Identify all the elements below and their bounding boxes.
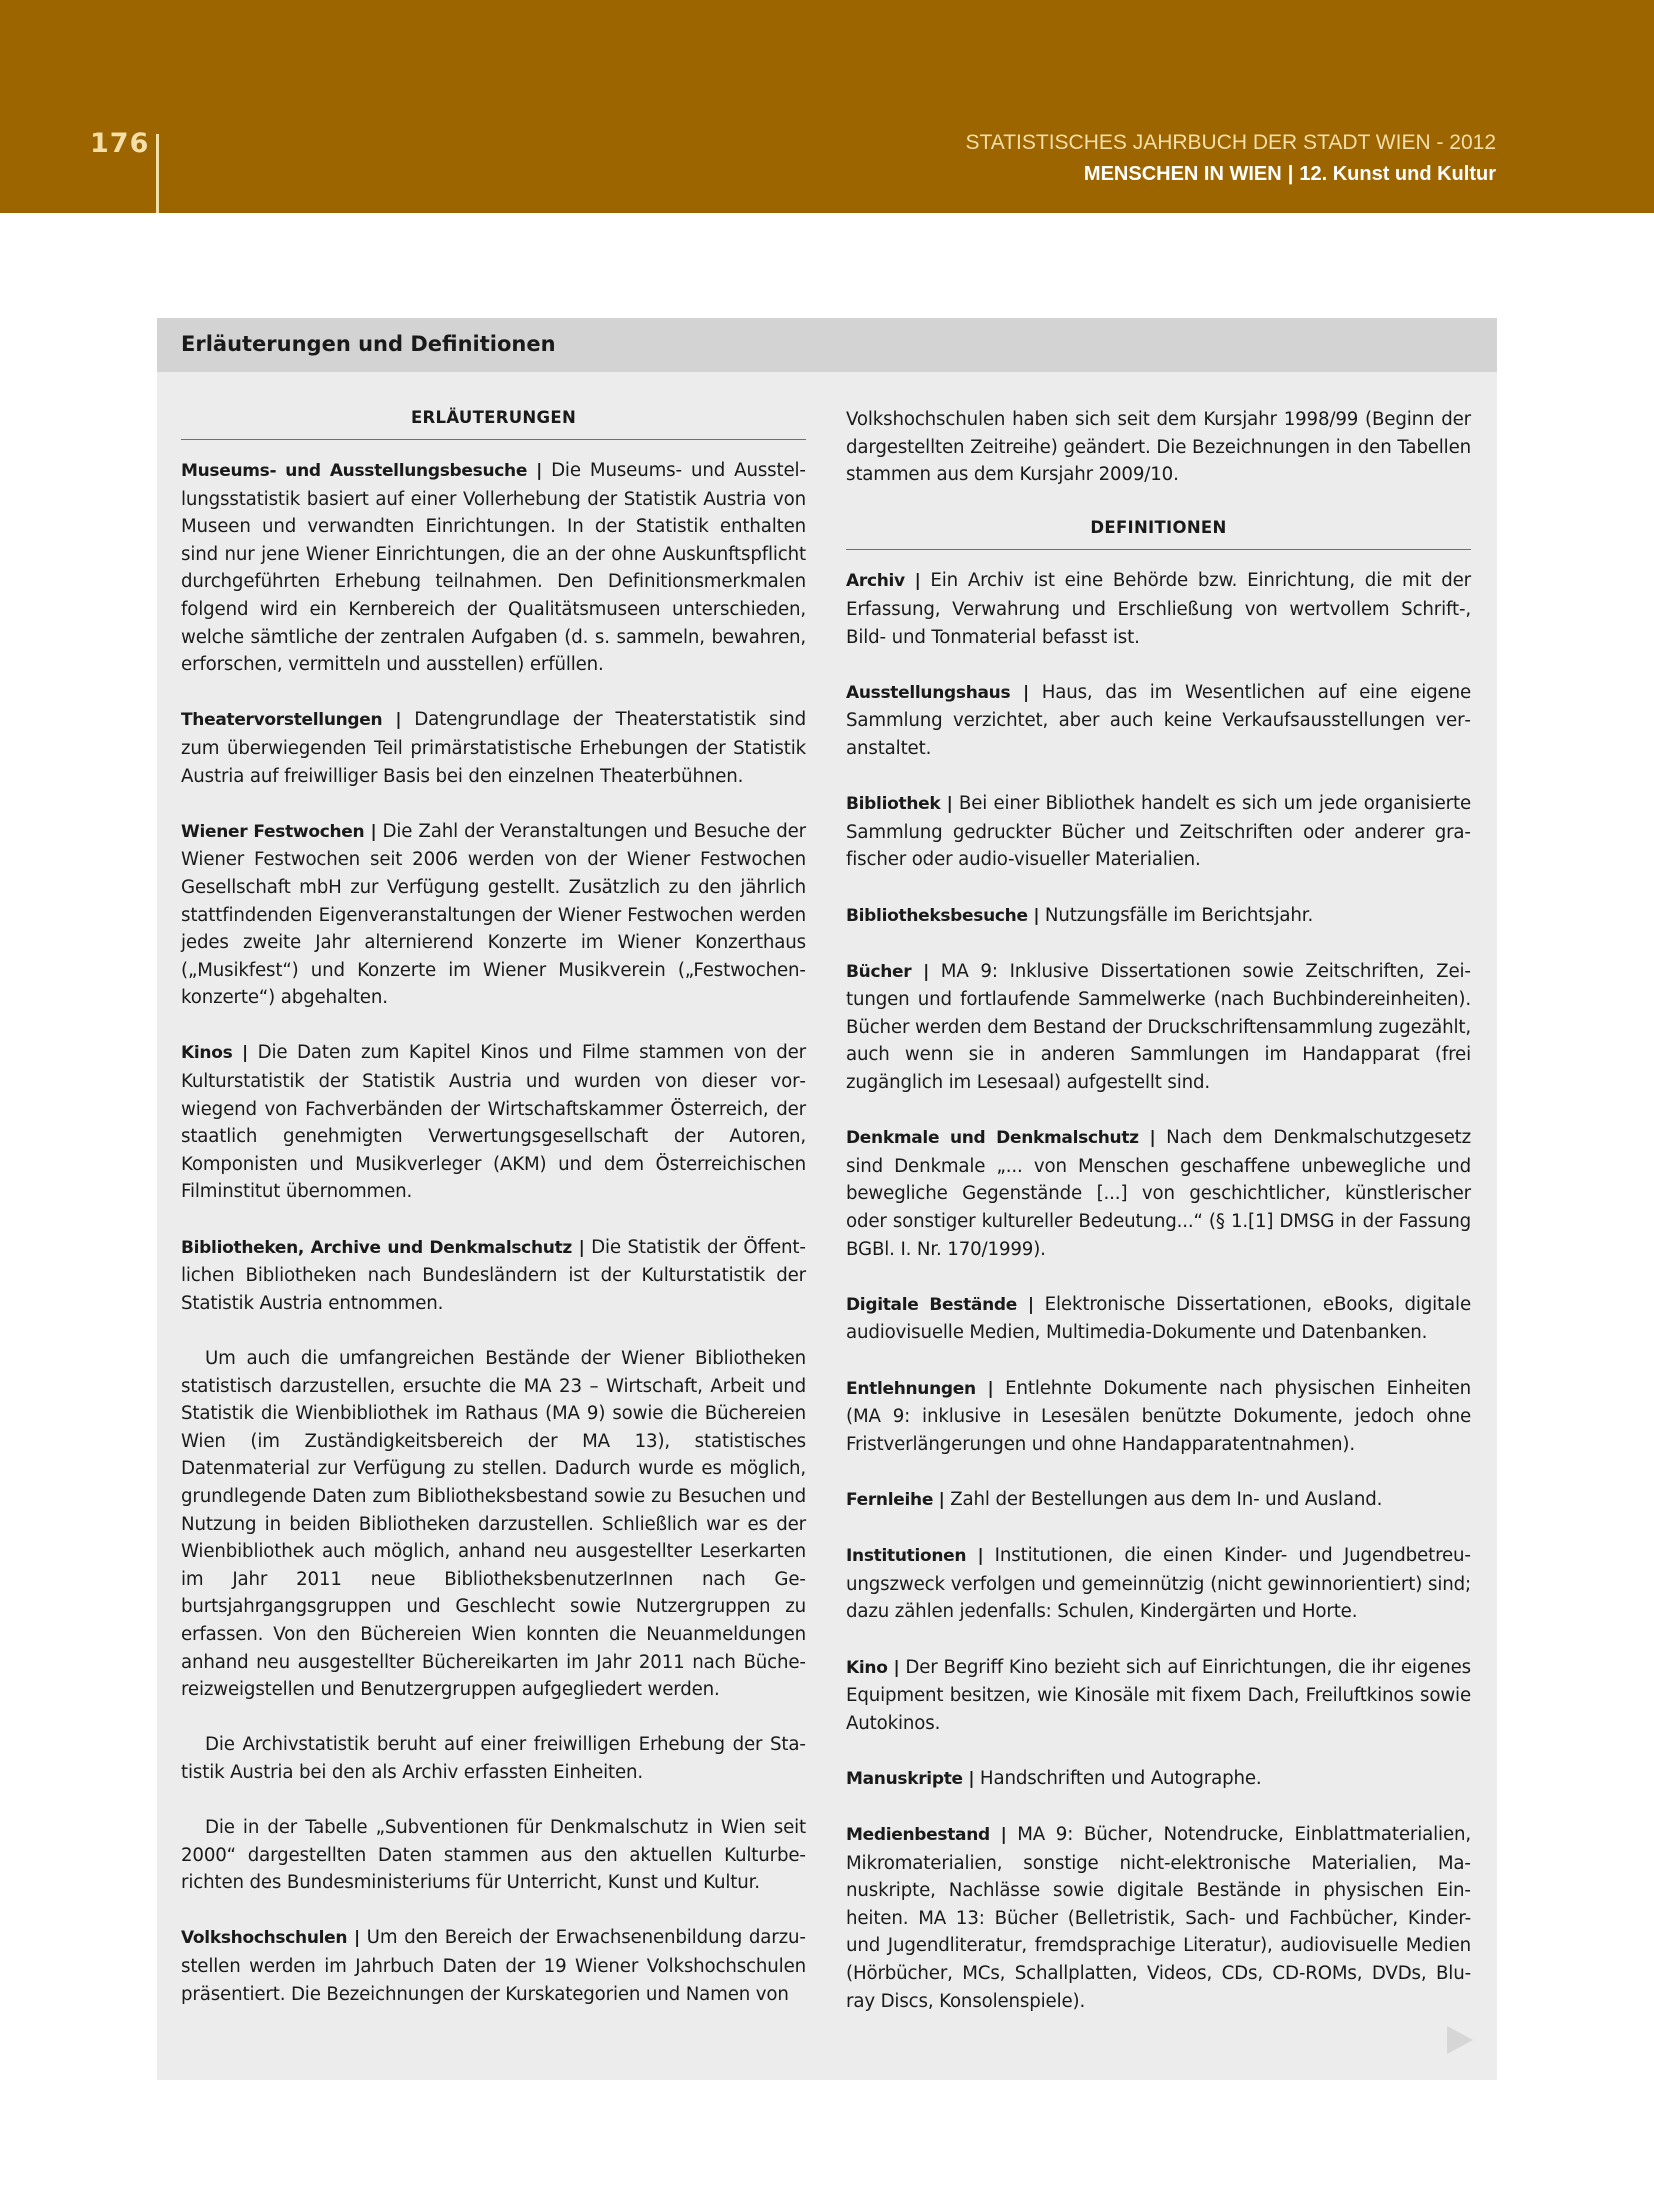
header-divider (156, 134, 159, 213)
definition-text: Bei einer Bibliothek handelt es sich um jede organisierte Sammlung gedruckter Bücher und Zeitschriften oder anderer grafischer oder audio-visueller Materialien. (846, 793, 1471, 871)
explanation-paragraph (181, 1234, 806, 1318)
paragraph-text: Um den Bereich der Erwachsenenbildung darzustellen werden im Jahrbuch Daten der 19 Wiener Volkshochschulen präsentiert. Die Bezeichnungen der Kurskategorien und Namen von (181, 1927, 806, 2005)
term-label: Bibliotheken, Archive und Denkmalschutz | (181, 1237, 585, 1258)
definition-entry (846, 1486, 1471, 1515)
explanations-column (181, 406, 806, 2036)
term-label: Bibliotheksbesuche | (846, 905, 1040, 926)
definition-text: Handschriften und Autographe. (974, 1767, 1262, 1789)
definition-entry (846, 1124, 1471, 1263)
paragraph-text: Die Zahl der Veranstaltungen und Besuche der Wiener Festwochen seit 2006 werden von der Wiener Festwochen Gesellschaft mbH zur Verfügung gestellt. Zusätzlich zu den jährlich stattfindenden Eigenveranstaltungen der Wiener Festwochen werden jedes zweite Jahr alternierend Konzerte im Wiener Konzerthaus („Musikfest“) und Konzerte im Wiener Musikverein („Festwochenkonzerte“) abgehalten. (181, 820, 806, 1009)
definition-entry (846, 1821, 1471, 2015)
explanation-paragraph (181, 706, 806, 790)
continuation-paragraph: Volkshochschulen haben sich seit dem Kursjahr 1998/99 (Beginn der dargestellten Zeitreihe) geändert. Die Bezeichnungen in den Tabellen stammen aus dem Kursjahr 2009/10. (846, 409, 1471, 486)
term-label: Manuskripte | (846, 1768, 975, 1789)
chapter-label: 12. Kunst und Kultur (1299, 163, 1496, 185)
yearbook-title: STATISTISCHES JAHRBUCH DER STADT WIEN - 2012 (965, 131, 1496, 154)
explanation-paragraph: Die in der Tabelle „Subventionen für Denkmalschutz in Wien seit 2000“ dargestellten Daten stammen aus den aktuellen Kulturberichten des Bundesministeriums für Unterricht, Kunst und Kultur. (181, 1817, 806, 1894)
definition-text: Haus, das im Wesentlichen auf eine eigene Sammlung verzichtet, aber auch keine Verkaufsausstellungen veranstaltet. (846, 681, 1472, 759)
paragraph-text: Die Museums- und Ausstellungsstatistik basiert auf einer Vollerhebung der Statistik Austria von Museen und verwandten Einrichtungen. In der Statistik enthalten sind nur jene Wiener Einrichtungen, die an der ohne Auskunftspflicht durchgeführten Erhebung teilnahmen. Den Definitionsmerkmalen folgend wird ein Kernbereich der Qualitätsmuseen unterschieden, welche sämtliche der zentralen Aufgaben (d. s. sammeln, bewahren, erforschen, vermitteln und ausstellen) erfüllen. (181, 460, 806, 676)
definitions-column (846, 406, 1471, 2043)
section-breadcrumb (1084, 163, 1496, 186)
section-label: MENSCHEN IN WIEN (1083, 163, 1282, 185)
term-label: Bücher | (846, 961, 930, 982)
definition-text: Der Begriff Kino bezieht sich auf Einrichtungen, die ihr eigenes Equipment besitzen, wie Kinosäle mit fixem Dach, Freiluftkinos sowie Autokinos. (846, 1656, 1471, 1734)
definition-entry (846, 1291, 1471, 1347)
term-label: Ausstellungshaus | (846, 682, 1029, 703)
term-label: Volkshochschulen | (181, 1928, 360, 1949)
explanation-paragraph: Die Archivstatistik beruht auf einer freiwilligen Erhebung der Statistik Austria bei den als Archiv erfassten Einheiten. (181, 1734, 806, 1783)
term-label: Kinos | (181, 1043, 248, 1064)
header-band (0, 0, 1654, 213)
definition-text: Institutionen, die einen Kinder- und Jugendbetreuungszweck verfolgen und gemeinnützig (nicht gewinnorientiert) sind; dazu zählen jedenfalls: Schulen, Kindergärten und Horte. (846, 1545, 1471, 1623)
explanation-paragraph (181, 818, 806, 1012)
term-label: Archiv | (846, 571, 921, 592)
term-label: Bibliothek | (846, 794, 953, 815)
definition-entry (846, 790, 1471, 874)
definition-text: Zahl der Bestellungen aus dem In- und Ausland. (944, 1488, 1383, 1510)
definition-text: Nutzungsfälle im Berichtsjahr. (1039, 904, 1314, 926)
definition-entry (846, 902, 1471, 931)
explanation-paragraph (181, 1039, 806, 1206)
explanation-paragraph (181, 1924, 806, 2008)
term-label: Kino | (846, 1657, 900, 1678)
explanation-paragraph: Um auch die umfangreichen Bestände der Wiener Bibliotheken statistisch darzustellen, ersuchte die MA 23 – Wirtschaft, Arbeit und Statistik die Wienbibliothek im Rathaus (MA 9) sowie die Büchereien Wien (im Zuständigkeitsbereich der MA 13), statistisches Datenmaterial zur Verfügung zu stellen. Dadurch wurde es möglich, grundlegende Daten zum Bibliotheksbestand sowie zu Besuchen und Nutzung in beiden Bibliotheken darzustellen. Schließlich war es der Wienbibliothek auch möglich, anhand neu ausgestellter Leserkarten im Jahr 2011 neue BibliotheksbenutzerInnen nach Geburtsjahrgangsgruppen und Geschlecht sowie Nutzergruppen zu erfassen. Von den Büchereien Wien konnten die Neuanmeldungen anhand neu ausgestellter Büchereikarten im Jahr 2011 nach Büchereizweigstellen und Benutzergruppen aufgegliedert werden. (181, 1348, 806, 1701)
definition-text: Nach dem Denkmalschutzgesetz sind Denkmale „... von Menschen geschaffene unbewegliche und bewegliche Gegenstände [...] von geschichtlicher, künstlerischer oder sonstiger kultureller Bedeutung...“ (§ 1.[1] DMSG in der Fassung BGBl. I. Nr. 170/1999). (846, 1127, 1471, 1260)
breadcrumb-separator: | (1287, 163, 1294, 185)
panel-title: Erläuterungen und Definitionen (181, 332, 556, 356)
paragraph-text: Datengrundlage der Theaterstatistik sind zum überwiegenden Teil primärstatistische Erhebungen der Statistik Austria auf freiwilliger Basis bei den einzelnen Theaterbühnen. (181, 709, 806, 787)
definition-entry (846, 679, 1471, 763)
explanation-paragraph (181, 457, 806, 679)
definitions-heading: DEFINITIONEN (846, 516, 1471, 550)
play-arrow-icon[interactable] (1447, 2026, 1473, 2054)
explanations-heading: ERLÄUTERUNGEN (181, 406, 806, 440)
definition-entry (846, 1765, 1471, 1794)
paragraph-text: Die Statistik der Öffentlichen Bibliotheken nach Bundesländern ist der Kulturstatistik der Statistik Austria entnommen. (181, 1236, 806, 1314)
definitions-panel (157, 318, 1497, 2080)
term-label: Wiener Festwochen | (181, 821, 377, 842)
term-label: Digitale Bestände | (846, 1294, 1034, 1315)
page-number: 176 (90, 128, 150, 159)
definition-entry (846, 1375, 1471, 1459)
definition-text: Elektronische Dissertationen, eBooks, digitale audiovisuelle Medien, Multimedia-Dokumente und Datenbanken. (846, 1293, 1471, 1344)
definition-text: Entlehnte Dokumente nach physischen Einheiten (MA 9: inklusive in Lesesälen benützte Dokumente, jedoch ohne Fristverlängerungen und ohne Handapparatentnahmen). (846, 1377, 1471, 1455)
term-label: Entlehnungen | (846, 1378, 994, 1399)
term-label: Fernleihe | (846, 1489, 945, 1510)
term-label: Institutionen | (846, 1546, 984, 1567)
paragraph-text: Die Daten zum Kapitel Kinos und Filme stammen von der Kulturstatistik der Statistik Austria und wurden von dieser vorwiegend von Fachverbänden der Wirtschaftskammer Österreich, der staatlich genehmigten Verwertungsgesellschaft der Autoren, Komponisten und Musikverleger (AKM) und dem Österreichischen Filminstitut übernommen. (181, 1042, 806, 1203)
definition-entry (846, 567, 1471, 651)
definition-entry (846, 1654, 1471, 1738)
definition-entry (846, 1542, 1471, 1626)
definition-entry (846, 958, 1471, 1097)
term-label: Medienbestand | (846, 1825, 1007, 1846)
definition-text: Ein Archiv ist eine Behörde bzw. Einrichtung, die mit der Erfassung, Verwahrung und Erschließung von wertvollem Schrift-, Bild- und Tonmaterial befasst ist. (846, 570, 1472, 648)
term-label: Theatervorstellungen | (181, 710, 402, 731)
term-label: Museums- und Ausstellungsbesuche | (181, 461, 543, 481)
panel-title-bar (157, 318, 1497, 372)
term-label: Denkmale und Denkmalschutz | (846, 1128, 1156, 1149)
definition-text: MA 9: Bücher, Notendrucke, Einblattmaterialien, Mikromaterialien, sonstige nicht-elektronische Materialien, Manuskripte, Nachlässe sowie digitale Bestände in physischen Einheiten. MA 13: Bücher (Belletristik, Sach- und Fachbücher, Kinder- und Jugendliteratur, fremdsprachige Literatur), audiovisuelle Medien (Hörbücher, MCs, Schallplatten, Videos, CDs, CD-ROMs, DVDs, Blu-ray Discs, Konsolenspiele). (846, 1824, 1471, 2012)
definition-text: MA 9: Inklusive Dissertationen sowie Zeitschriften, Zeitungen und fortlaufende Sammelwerke (nach Buchbindereinheiten). Bücher werden dem Bestand der Druckschriftensammlung zugezählt, auch wenn sie in anderen Sammlungen im Handapparat (frei zugänglich im Lesesaal) aufgestellt sind. (846, 960, 1471, 1094)
